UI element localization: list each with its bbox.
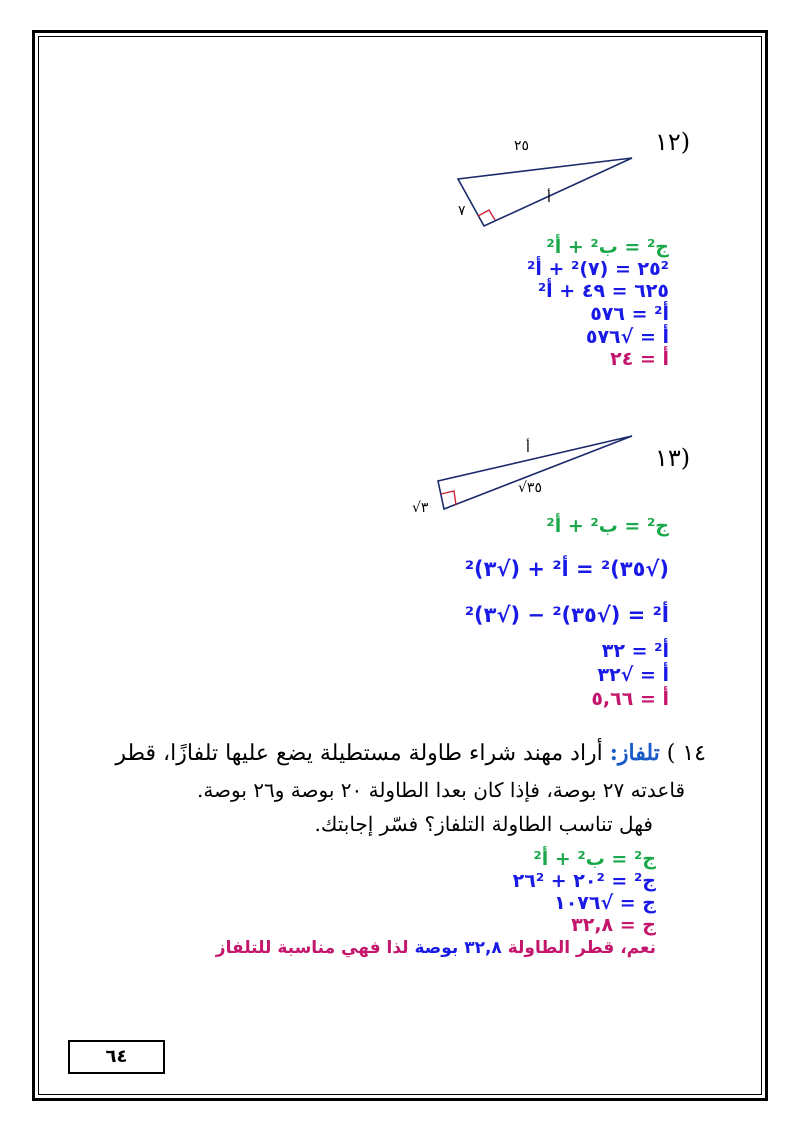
problem-12-step-1: ج² = ب² + أ² [546, 236, 669, 258]
problem-13-hypotenuse-label: √٣٥ [518, 480, 542, 496]
answer-part-3: لذا فهي مناسبة للتلفاز [215, 938, 415, 958]
problem-14-line-1 [115, 740, 706, 766]
triangle-12 [458, 158, 632, 226]
problem-13-step-3: أ² = (√٣٥)² − (√٣)² [464, 603, 669, 627]
problem-14-keyword: تلفاز: [609, 740, 660, 766]
problem-14-line-2: قاعدته ٢٧ بوصة، فإذا كان بعدا الطاولة ٢٠ بوصة و٢٦ بوصة. [196, 778, 685, 802]
page-number-box [68, 1040, 165, 1074]
problem-14-line-3: فهل تناسب الطاولة التلفاز؟ فسّر إجابتك. [314, 812, 653, 836]
problem-12-step-4: أ² = ٥٧٦ [590, 303, 669, 325]
problem-13-side-a-label: أ [526, 440, 530, 456]
triangle-13 [438, 436, 632, 509]
problem-12-step-6: أ = ٢٤ [610, 348, 669, 370]
problem-13-step-6: أ = ٥,٦٦ [591, 688, 669, 710]
problem-13-side-b-label: √٣ [412, 500, 429, 516]
problem-14-step-4: ج = ٣٢,٨ [571, 914, 656, 936]
problem-14-step-2: ج² = ٢٠² + ٢٦² [512, 870, 656, 892]
problem-14-text-1: أراد مهند شراء طاولة مستطيلة يضع عليها تلفازًا، قطر [115, 741, 603, 766]
problem-12-number: (١٢ [655, 128, 691, 156]
page-number: ٦٤ [105, 1046, 128, 1067]
problem-13-step-1: ج² = ب² + أ² [546, 515, 669, 537]
problem-12-hypotenuse-label: ٢٥ [514, 138, 530, 154]
problem-14-step-1: ج² = ب² + أ² [533, 848, 656, 870]
problem-12-step-3: ٦٢٥ = ٤٩ + أ² [537, 280, 669, 302]
problem-13-number: (١٣ [655, 444, 691, 472]
problem-12-step-2: ٢٥² = (٧)² + أ² [527, 258, 669, 280]
problem-12-side-b-label: ٧ [458, 203, 466, 219]
problem-13-step-2: (√٣٥)² = أ² + (√٣)² [464, 557, 669, 581]
answer-part-2: ٣٢,٨ بوصة [414, 938, 502, 958]
problem-14-number: ١٤ ) [666, 741, 706, 766]
problem-13-step-5: أ = √٣٢ [597, 664, 669, 686]
problem-13-step-4: أ² = ٣٢ [601, 640, 669, 662]
problem-12-step-5: أ = √٥٧٦ [585, 326, 669, 348]
problem-14-step-3: ج = √١٠٧٦ [554, 892, 656, 914]
problem-12-side-a-label: أ [547, 190, 551, 206]
answer-part-1: نعم، قطر الطاولة [501, 938, 656, 958]
problem-14-answer [216, 938, 656, 958]
